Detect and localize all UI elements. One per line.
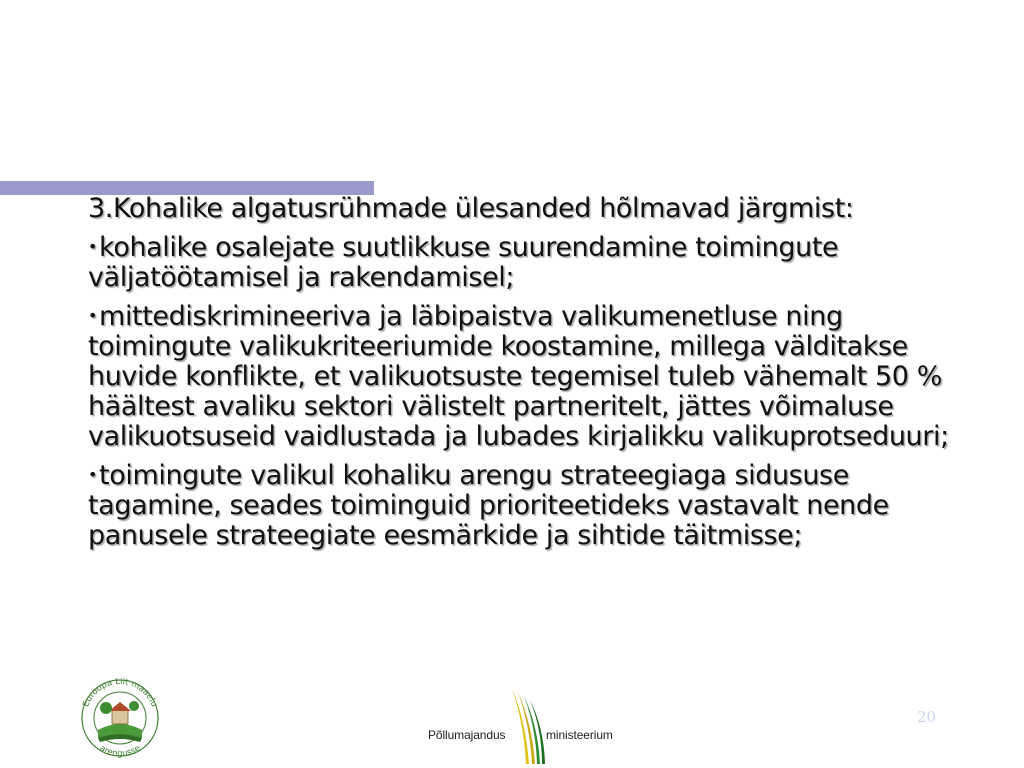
bullet-dot-icon: • xyxy=(88,237,98,256)
bullet-text: toimingute valikul kohaliku arengu strateegiaga sidususe tagamine, seades toiminguid prioriteetideks vastavalt nende panusele strateegiate eesmärkide ja sihtide täitmisse; xyxy=(88,460,889,551)
slide-heading: 3.Kohalike algatusrühmade ülesanded hõlmavad järgmist: xyxy=(88,193,854,224)
ministry-name-part1: Põllumajandus xyxy=(428,728,506,742)
eu-seal-icon xyxy=(72,668,168,764)
eu-seal-lettering: Euroopa Liit maaelu xyxy=(81,676,159,709)
bullet-text: kohalike osalejate suutlikkuse suurendamine toimingute väljatöötamisel ja rakendamisel; xyxy=(88,232,839,293)
bullet-item-1 xyxy=(88,232,968,293)
eu-seal-lettering-bottom: arengusse xyxy=(97,743,143,759)
bullet-item-3 xyxy=(88,460,968,551)
wheat-leaves-icon xyxy=(502,684,552,766)
bullet-text: mittediskrimineeriva ja läbipaistva valikumenetluse ning toimingute valikukriteeriumide koostamine, millega välditakse huvide konflikte, et valikuotsuste tegemisel tuleb vähemalt 50 % häältest avaliku sektori välistelt partneritelt, jättes võimaluse valikuotsuseid vaidlustada ja lubades kirjalikku valikuprotseduuri; xyxy=(88,301,949,452)
page-number: 20 xyxy=(916,708,936,726)
ministry-name-part2: ministeerium xyxy=(546,728,613,742)
slide-content xyxy=(88,194,968,559)
bullet-item-2 xyxy=(88,301,968,452)
ministry-logo xyxy=(428,684,628,766)
bullet-dot-icon: • xyxy=(88,306,98,325)
eu-rural-development-logo xyxy=(72,668,168,764)
bullet-dot-icon: • xyxy=(88,465,98,484)
